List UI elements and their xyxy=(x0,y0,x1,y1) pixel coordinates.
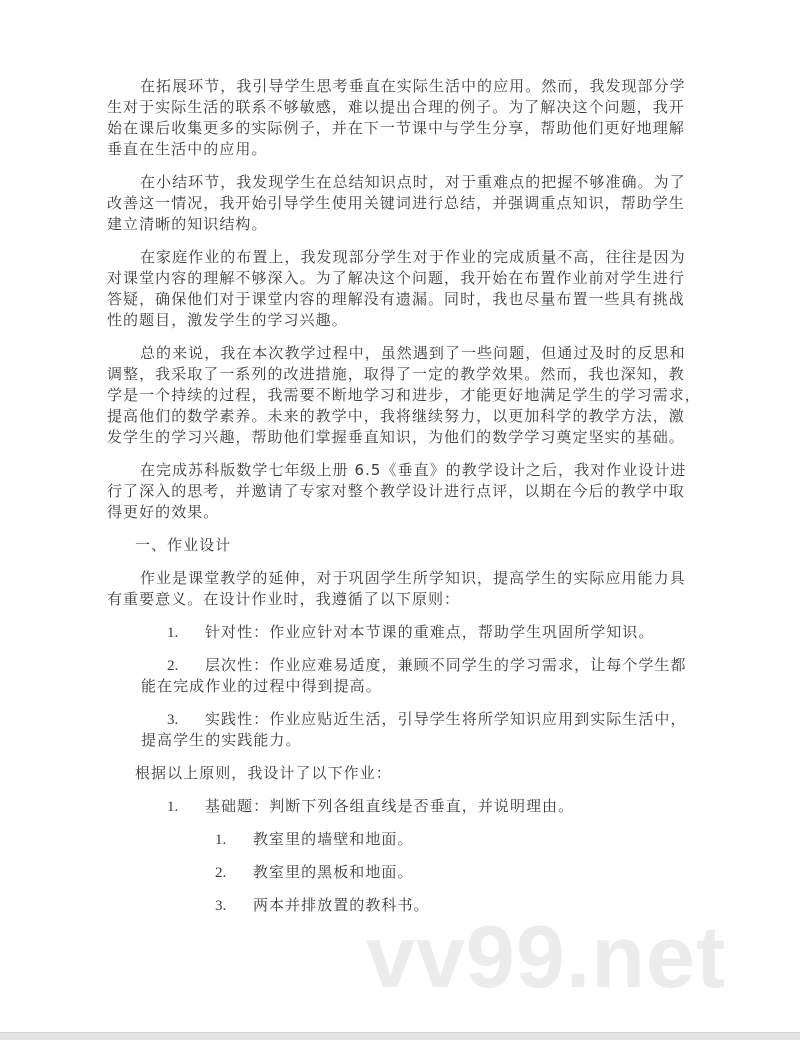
list-text: 基础题：判断下列各组直线是否垂直，并说明理由。 xyxy=(205,797,575,815)
text-line: 行了深入的思考，并邀请了专家对整个教学设计进行点评，以期在今后的教学中取 xyxy=(107,482,685,500)
text-line: 发学生的学习兴趣，帮助他们掌握垂直知识，为他们的数学学习奠定坚实的基础。 xyxy=(107,428,685,446)
list-text: 提高学生的实践能力。 xyxy=(141,731,302,749)
text-line: 在拓展环节，我引导学生思考垂直在实际生活中的应用。然而，我发现部分学 xyxy=(140,77,686,95)
text-line: 提高他们的数学素养。未来的教学中，我将继续努力，以更加科学的教学方法，激 xyxy=(107,407,685,425)
list-text: 能在完成作业的过程中得到提高。 xyxy=(141,677,382,695)
list-text: 实践性：作业应贴近生活，引导学生将所学知识应用到实际生活中， xyxy=(205,710,687,728)
list-text: 教室里的墙壁和地面。 xyxy=(253,830,414,848)
text-line xyxy=(107,829,414,850)
list-number: 3. xyxy=(215,898,227,914)
principle-list-item xyxy=(107,655,707,697)
text-line: 建立清晰的知识结构。 xyxy=(107,215,268,233)
text-line xyxy=(107,676,382,697)
text-line: 得更好的效果。 xyxy=(107,503,220,521)
paragraph xyxy=(107,763,707,784)
text-line xyxy=(107,709,687,730)
paragraph xyxy=(107,172,707,235)
assignment-list-item xyxy=(107,796,707,817)
text-line: 学是一个持续的过程，我需要不断地学习和进步，才能更好地满足学生的学习需求， xyxy=(107,386,701,404)
text-line: 在家庭作业的布置上，我发现部分学生对于作业的完成质量不高，往往是因为 xyxy=(140,248,686,266)
list-text: 层次性：作业应难易适度，兼顾不同学生的学习需求，让每个学生都 xyxy=(205,656,687,674)
text-line xyxy=(107,622,654,643)
text-line: 垂直在生活中的应用。 xyxy=(107,140,268,158)
text-line: 改善这一情况，我开始引导学生使用关键词进行总结，并强调重点知识，帮助学生 xyxy=(107,194,685,212)
paragraph xyxy=(107,76,707,160)
text-line: 答疑，确保他们对于课堂内容的理解没有遗漏。同时，我也尽量布置一些具有挑战 xyxy=(107,290,685,308)
paragraph xyxy=(107,343,707,448)
text-line xyxy=(107,655,687,676)
text-line: 性的题目，激发学生的学习兴趣。 xyxy=(107,311,348,329)
watermark: vv99.net xyxy=(366,907,727,1006)
list-text: 教室里的黑板和地面。 xyxy=(253,863,414,881)
list-number: 3. xyxy=(167,712,179,728)
principle-list-item xyxy=(107,709,707,751)
list-number: 2. xyxy=(167,658,179,674)
text-line xyxy=(107,730,302,751)
text-line xyxy=(107,862,414,883)
text-line: 调整，我采取了一系列的改进措施，取得了一定的教学效果。然而，我也深知，教 xyxy=(107,365,685,383)
text-line xyxy=(107,796,574,817)
list-number: 1. xyxy=(167,625,179,641)
sub-list-item xyxy=(107,862,707,883)
document-body xyxy=(107,76,707,928)
text-line: 总的来说，我在本次教学过程中，虽然遇到了一些问题，但通过及时的反思和 xyxy=(140,344,686,362)
list-number: 1. xyxy=(215,832,227,848)
text-line: 始在课后收集更多的实际例子，并在下一节课中与学生分享，帮助他们更好地理解 xyxy=(107,119,685,137)
section-heading-text: 一、作业设计 xyxy=(135,536,232,554)
paragraph xyxy=(107,247,707,331)
text-line: 在完成苏科版数学七年级上册 6.5《垂直》的教学设计之后，我对作业设计进 xyxy=(140,461,687,479)
text-line: 有重要意义。在设计作业时，我遵循了以下原则： xyxy=(107,590,461,608)
text-line: 根据以上原则，我设计了以下作业： xyxy=(135,764,392,782)
text-line: 在小结环节，我发现学生在总结知识点时，对于重难点的把握不够准确。为了 xyxy=(140,173,686,191)
text-line: 生对于实际生活的联系不够敏感，难以提出合理的例子。为了解决这个问题，我开 xyxy=(107,98,685,116)
paragraph xyxy=(107,460,707,523)
section-heading xyxy=(107,535,707,556)
text-line: 作业是课堂教学的延伸，对于巩固学生所学知识，提高学生的实际应用能力具 xyxy=(140,569,686,587)
paragraph xyxy=(107,568,707,610)
list-number: 2. xyxy=(215,865,227,881)
sub-list-item xyxy=(107,829,707,850)
list-text: 针对性：作业应针对本节课的重难点，帮助学生巩固所学知识。 xyxy=(205,623,655,641)
list-number: 1. xyxy=(167,799,179,815)
principle-list-item xyxy=(107,622,707,643)
list-text: 两本并排放置的教科书。 xyxy=(253,896,430,914)
text-line: 对课堂内容的理解不够深入。为了解决这个问题，我开始在布置作业前对学生进行 xyxy=(107,269,685,287)
